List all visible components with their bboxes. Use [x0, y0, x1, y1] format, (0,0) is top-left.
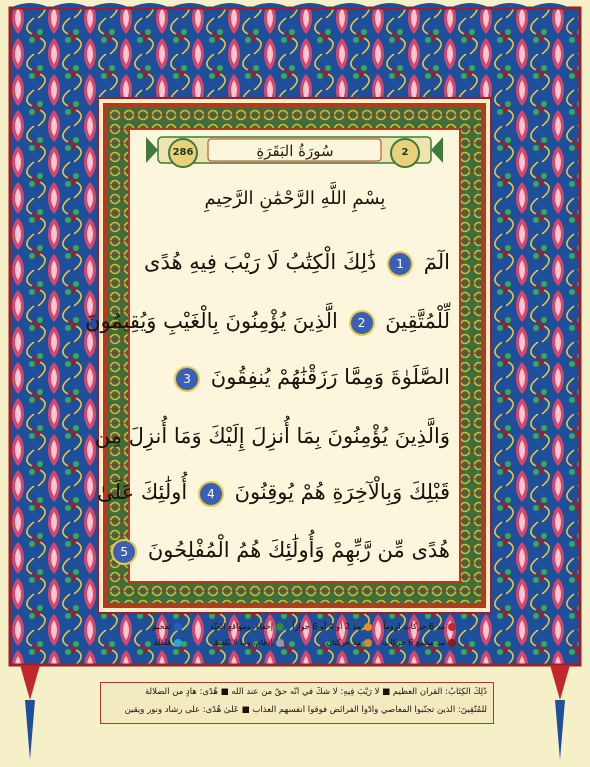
ayah-marker: 3 [174, 366, 200, 392]
verse-text: لِّلْمُتَّقِينَ [385, 309, 450, 333]
juz-number-medal: 2 [390, 138, 420, 168]
legend-item: إدغام، وما لا يُلفظ [214, 638, 284, 647]
legend-item: مد 2 أو 4 أو 6 جوازاً [292, 622, 372, 631]
verse-text: وَالَّذِينَ يُؤْمِنُونَ بِمَا أُنزِلَ إِلَيْكَ وَمَا أُنزِلَ مِن [94, 424, 450, 448]
verse-line-1 [140, 240, 450, 284]
tajweed-legend [128, 618, 462, 656]
verse-line-6 [120, 528, 450, 572]
legend-item: مد مشبع 6 حركات [383, 638, 456, 647]
verse-line-5 [97, 470, 450, 514]
verse-text: أُولَٰئِكَ عَلَىٰ [97, 480, 188, 504]
verse-line-3 [140, 355, 450, 399]
color-dot-icon [174, 623, 182, 631]
legend-item: مد حركتان [326, 638, 372, 647]
color-dot-icon [448, 623, 456, 631]
word-meanings [100, 682, 494, 724]
verse-text: الٓمٓ [423, 250, 450, 274]
color-dot-icon [276, 639, 284, 647]
verse-text: هُدًى مِّن رَّبِّهِمْ وَأُولَٰئِكَ هُمُ الْمُفْلِحُونَ [147, 538, 450, 562]
ayah-marker: 5 [111, 539, 137, 565]
ayah-marker: 1 [387, 251, 413, 277]
meaning-line-1: ذَٰلِكَ الْكِتَابُ: القرآن العظيم ■ لَا رَيْبَ فِيهِ: لا شكّ في أنّه حقّ من عند الله ■ هُدًى: هادٍ من الضلالة [144, 687, 487, 697]
color-dot-icon [364, 623, 372, 631]
verse-text: الَّذِينَ يُؤْمِنُونَ بِالْغَيْبِ وَيُقِيمُونَ [85, 309, 338, 333]
verse-text: الصَّلَوٰةَ وَمِمَّا رَزَقْنَٰهُمْ يُنفِقُونَ [210, 365, 450, 389]
verse-text: ذَٰلِكَ الْكِتَٰبُ لَا رَيْبَ فِيهِ هُدًى [144, 250, 377, 274]
ayah-marker: 4 [198, 481, 224, 507]
legend-item: قلقلة [154, 638, 182, 647]
surah-title: سُورَةُ البَقَرَةِ [256, 142, 334, 160]
color-dot-icon [174, 639, 182, 647]
verse-line-4 [94, 414, 450, 458]
basmala: بِسْمِ اللَّهِ الرَّحْمَٰنِ الرَّحِيمِ [204, 188, 386, 209]
color-dot-icon [364, 639, 372, 647]
page-number-medal: 286 [168, 138, 198, 168]
ayah-marker: 2 [349, 310, 375, 336]
legend-item: إخفاء، ومواقع الغنّة [210, 622, 284, 631]
color-dot-icon [448, 639, 456, 647]
legend-item: تفخيم [152, 622, 182, 631]
verse-text: قَبْلِكَ وَبِالْآخِرَةِ هُمْ يُوقِنُونَ [234, 480, 450, 504]
verse-line-2 [85, 299, 450, 343]
legend-item: مد 6 حركات لزوماً [383, 622, 456, 631]
color-dot-icon [276, 623, 284, 631]
meaning-line-2: لِّلْمُتَّقِينَ: الذين تجنّبوا المعاصي وأدّوا الفرائض فوقوا أنفسهم العذاب ■ عَلَىٰ هُدًى: على رشاد ونور ويقين [124, 705, 487, 715]
